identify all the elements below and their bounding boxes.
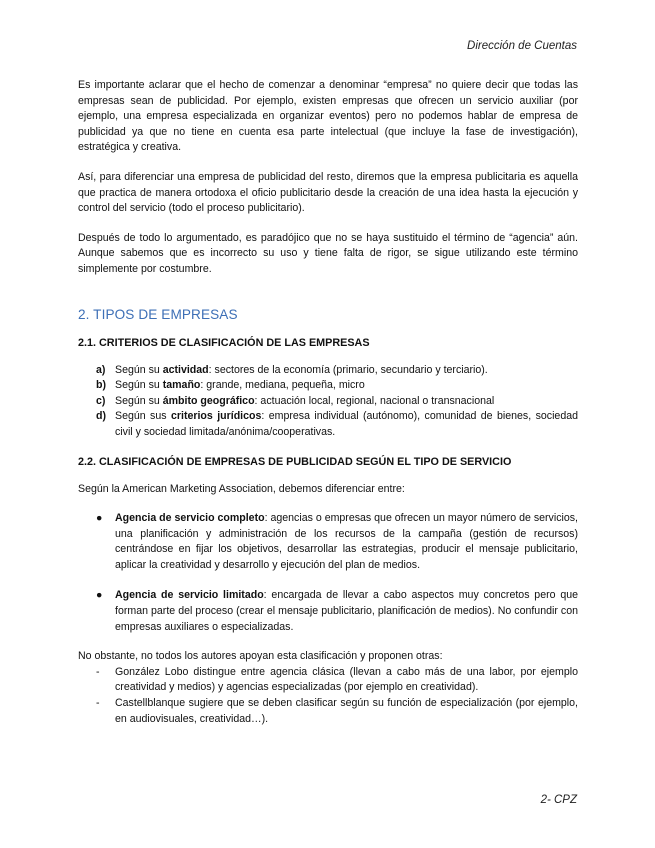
criteria-item-a: a) Según su actividad: sectores de la economía (primario, secundario y terciario). (78, 363, 578, 379)
bullet-icon: ● (96, 512, 103, 525)
section-heading: 2. TIPOS DE EMPRESAS (78, 306, 238, 322)
author-item-gonzalez-lobo: - González Lobo distingue entre agencia clásica (llevan a cabo más de una labor, por ejemplo creatividad y medios) y agencias especializadas (por ejemplo en creatividad). (96, 665, 578, 694)
paragraph-intro-1: Es importante aclarar que el hecho de comenzar a denominar “empresa” no quiere decir que todas las empresas sean de publicidad. Por ejemplo, existen empresas que ofrecen un servicio auxiliar (por ejemplo, una empresa especializada en organizar eventos) pero no podemos hablar de empresa de publicidad ya que no tiene en cuenta esa parte intelectual (que incluye la fase de investigación), estratégica y creativa. (78, 79, 578, 154)
criteria-term: ámbito geográfico (162, 394, 255, 407)
agency-item-limitado: ● Agencia de servicio limitado: encargada de llevar a cabo aspectos muy concretos pero que forman parte del proceso (crear el mensaje publicitario, planificación de medios). No confundir con empresas auxiliares o especializadas. (96, 589, 578, 633)
list-marker: b) (96, 379, 106, 392)
agency-type-list (78, 511, 578, 635)
bullet-icon: ● (96, 589, 103, 602)
list-marker: a) (96, 363, 106, 376)
agency-term: Agencia de servicio completo (115, 512, 265, 525)
page-number: 2- CPZ (540, 794, 577, 806)
dash-marker: - (96, 697, 100, 710)
author-item-castellblanque: - Castellblanque sugiere que se deben clasificar según su función de especialización (por ejemplo, en audiovisuales, creatividad…). (96, 697, 578, 725)
paragraph-ama-intro: Según la American Marketing Association, debemos diferenciar entre: (78, 482, 405, 495)
criteria-list (78, 363, 578, 441)
criteria-item-c: c) Según su ámbito geográfico: actuación local, regional, nacional o transnacional (78, 394, 578, 410)
list-marker: c) (96, 394, 106, 407)
criteria-item-b: b) Según su tamaño: grande, mediana, pequeña, micro (78, 378, 578, 394)
paragraph-closing: No obstante, no todos los autores apoyan esta clasificación y proponen otras: (78, 650, 443, 663)
subsection-heading-clasificacion: 2.2. CLASIFICACIÓN DE EMPRESAS DE PUBLICIDAD SEGÚN EL TIPO DE SERVICIO (78, 455, 512, 468)
authors-list (78, 665, 578, 727)
running-header: Dirección de Cuentas (467, 40, 577, 52)
dash-marker: - (96, 665, 100, 678)
agency-item-completo: ● Agencia de servicio completo: agencias o empresas que ofrecen un mayor número de servicios, una planificación y administración de los recursos de la campaña (gestión de recursos) centrándose en fijar los objetivos, desarrollar las estrategias, producir el mensaje publicitario, aplicar la creatividad y desarrollo y ejecución del plan de medios. (96, 512, 578, 571)
paragraph-intro-3: Después de todo lo argumentado, es paradójico que no se haya sustituido el término de “agencia” aún. Aunque sabemos que es incorrecto su uso y tiene falta de rigor, se sigue utilizando este término simplemente por costumbre. (78, 231, 578, 275)
paragraph-intro-2: Así, para diferenciar una empresa de publicidad del resto, diremos que la empresa publicitaria es aquella que practica de manera ortodoxa el oficio publicitario desde la creación de una idea hasta la ejecución y control del servicio (todo el proceso publicitario). (78, 170, 578, 215)
list-marker: d) (96, 410, 106, 423)
criteria-term: criterios jurídicos (170, 410, 262, 423)
criteria-item-d: d) Según sus criterios jurídicos: empresa individual (autónomo), comunidad de bienes, sociedad civil y sociedad limitada/anónima/cooperativas. (96, 410, 578, 438)
criteria-term: actividad (162, 363, 209, 376)
subsection-heading-criterios: 2.1. CRITERIOS DE CLASIFICACIÓN DE LAS EMPRESAS (78, 336, 370, 349)
page-body (78, 78, 578, 727)
agency-term: Agencia de servicio limitado (115, 589, 264, 602)
criteria-term: tamaño (162, 379, 201, 392)
